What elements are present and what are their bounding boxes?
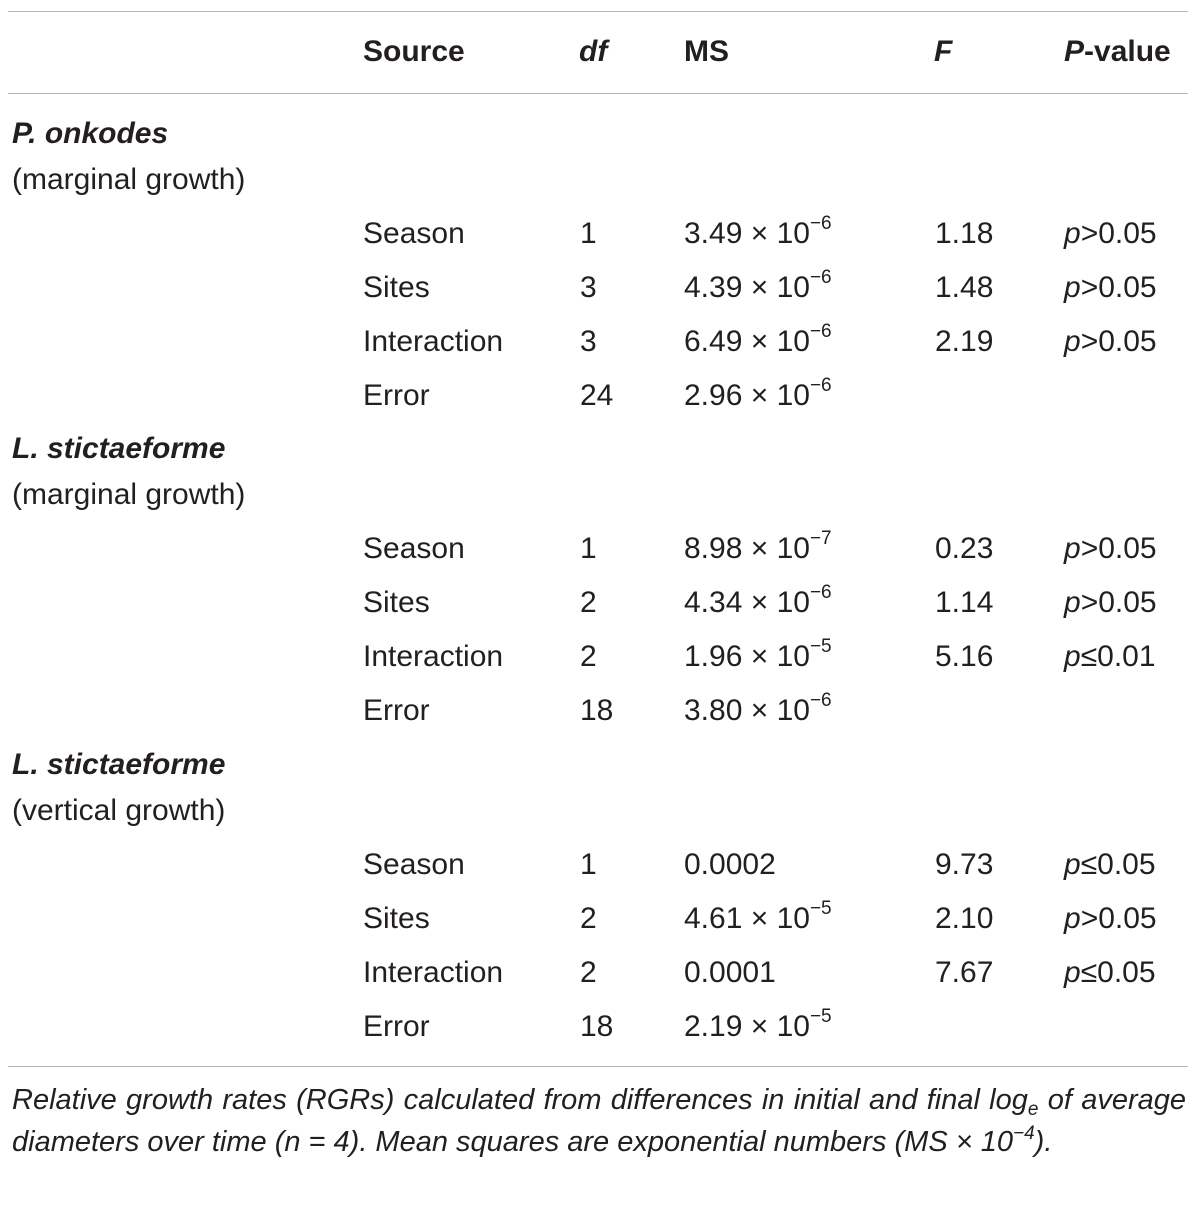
row-df: 1	[580, 848, 597, 881]
row-ms-mantissa: 1.96 × 10	[684, 640, 810, 673]
row-ms-mantissa: 4.61 × 10	[684, 902, 810, 935]
row-source: Error	[363, 694, 430, 727]
row-p-rest: >0.05	[1080, 586, 1157, 619]
caption-part1: Relative growth rates (RGRs) calculated from differences in initial and final log	[12, 1084, 1028, 1116]
row-f: 7.67	[935, 956, 994, 989]
row-p-rest: >0.05	[1080, 532, 1157, 565]
row-p-value	[1064, 639, 1156, 675]
row-ms	[684, 528, 832, 567]
row-source: Error	[363, 379, 430, 412]
row-p-letter: p	[1064, 217, 1081, 250]
row-ms-mantissa: 2.19 × 10	[684, 1010, 810, 1043]
caption-part2: of average diameters over time (n = 4). Mean squares are exponential numbers (MS × 10	[12, 1084, 1186, 1158]
row-source: Season	[363, 217, 465, 250]
row-ms	[684, 636, 832, 675]
row-ms-mantissa: 3.49 × 10	[684, 217, 810, 250]
row-p-letter: p	[1064, 848, 1081, 881]
row-ms-mantissa: 0.0002	[684, 848, 776, 881]
row-source: Sites	[363, 586, 430, 619]
row-p-letter: p	[1064, 956, 1081, 989]
row-p-value	[1064, 847, 1156, 883]
row-source: Interaction	[363, 325, 504, 358]
row-ms	[684, 375, 832, 414]
row-p-letter: p	[1064, 325, 1081, 358]
row-ms	[684, 898, 832, 937]
row-f: 1.14	[935, 586, 994, 619]
row-source: Sites	[363, 902, 430, 935]
row-ms-exponent: −5	[809, 636, 832, 657]
row-p-rest: ≤0.01	[1080, 640, 1156, 673]
row-ms-mantissa: 8.98 × 10	[684, 532, 810, 565]
row-p-value	[1064, 901, 1157, 937]
row-source: Error	[363, 1010, 430, 1043]
row-ms	[684, 321, 832, 360]
row-df: 3	[580, 325, 597, 358]
row-p-rest: >0.05	[1080, 325, 1157, 358]
row-ms	[684, 213, 832, 252]
row-p-value	[1064, 270, 1157, 306]
row-ms-mantissa: 6.49 × 10	[684, 325, 810, 358]
row-p-rest: ≤0.05	[1080, 848, 1156, 881]
row-ms-exponent: −7	[809, 528, 832, 549]
caption-part3: ).	[1034, 1126, 1053, 1158]
row-source: Interaction	[363, 640, 504, 673]
group-species-title: P. onkodes	[12, 117, 169, 150]
row-df: 2	[580, 586, 597, 619]
row-p-value	[1064, 216, 1157, 252]
row-ms-exponent: −6	[809, 375, 832, 396]
row-ms-exponent: −6	[809, 321, 832, 342]
row-ms-exponent: −5	[809, 1006, 832, 1027]
row-p-letter: p	[1064, 586, 1081, 619]
group-growth-label: (marginal growth)	[12, 478, 246, 511]
row-p-letter: p	[1064, 271, 1081, 304]
group-growth-label: (vertical growth)	[12, 794, 226, 827]
row-source: Season	[363, 848, 465, 881]
row-df: 2	[580, 640, 597, 673]
row-p-value	[1064, 955, 1156, 991]
row-f: 9.73	[935, 848, 994, 881]
bottom-rule	[8, 1066, 1188, 1067]
row-p-value	[1064, 585, 1157, 621]
row-p-rest: >0.05	[1080, 271, 1157, 304]
top-rule	[8, 11, 1188, 12]
row-p-letter: p	[1064, 640, 1081, 673]
caption-sub: e	[1027, 1099, 1039, 1120]
row-ms-exponent: −5	[809, 898, 832, 919]
row-ms-mantissa: 3.80 × 10	[684, 694, 810, 727]
row-p-letter: p	[1064, 902, 1081, 935]
row-source: Sites	[363, 271, 430, 304]
caption-sup: −4	[1012, 1123, 1035, 1144]
row-p-rest: ≤0.05	[1080, 956, 1156, 989]
row-source: Interaction	[363, 956, 504, 989]
row-df: 2	[580, 902, 597, 935]
row-df: 18	[580, 694, 614, 727]
row-p-value	[1064, 324, 1157, 360]
row-df: 18	[580, 1010, 614, 1043]
row-f: 5.16	[935, 640, 994, 673]
row-ms-exponent: −6	[809, 267, 832, 288]
row-ms	[684, 267, 832, 306]
row-p-rest: >0.05	[1080, 217, 1157, 250]
header-p-value	[1064, 34, 1171, 70]
row-ms	[684, 690, 832, 729]
row-f: 1.48	[935, 271, 994, 304]
row-f: 2.19	[935, 325, 994, 358]
row-ms	[684, 955, 776, 991]
header-p-rest: -value	[1084, 35, 1171, 68]
header-df: df	[579, 35, 608, 68]
row-df: 24	[580, 379, 614, 412]
header-f: F	[934, 35, 953, 68]
row-df: 2	[580, 956, 597, 989]
header-p-letter: P	[1064, 35, 1085, 68]
group-species-title: L. stictaeforme	[12, 748, 226, 781]
row-df: 1	[580, 532, 597, 565]
header-ms: MS	[684, 35, 729, 68]
row-ms	[684, 1006, 832, 1045]
row-p-rest: >0.05	[1080, 902, 1157, 935]
row-ms-mantissa: 0.0001	[684, 956, 776, 989]
row-ms-mantissa: 2.96 × 10	[684, 379, 810, 412]
row-ms-mantissa: 4.34 × 10	[684, 586, 810, 619]
row-ms-exponent: −6	[809, 213, 832, 234]
group-growth-label: (marginal growth)	[12, 163, 246, 196]
row-ms	[684, 582, 832, 621]
row-f: 2.10	[935, 902, 994, 935]
header-rule	[8, 93, 1188, 94]
row-p-letter: p	[1064, 532, 1081, 565]
row-ms-mantissa: 4.39 × 10	[684, 271, 810, 304]
row-ms	[684, 847, 776, 883]
table-caption	[12, 1079, 1186, 1163]
row-ms-exponent: −6	[809, 690, 832, 711]
row-f: 0.23	[935, 532, 994, 565]
group-species-title: L. stictaeforme	[12, 432, 226, 465]
row-f: 1.18	[935, 217, 994, 250]
row-ms-exponent: −6	[809, 582, 832, 603]
row-p-value	[1064, 531, 1157, 567]
row-source: Season	[363, 532, 465, 565]
header-source: Source	[363, 35, 465, 68]
row-df: 3	[580, 271, 597, 304]
row-df: 1	[580, 217, 597, 250]
